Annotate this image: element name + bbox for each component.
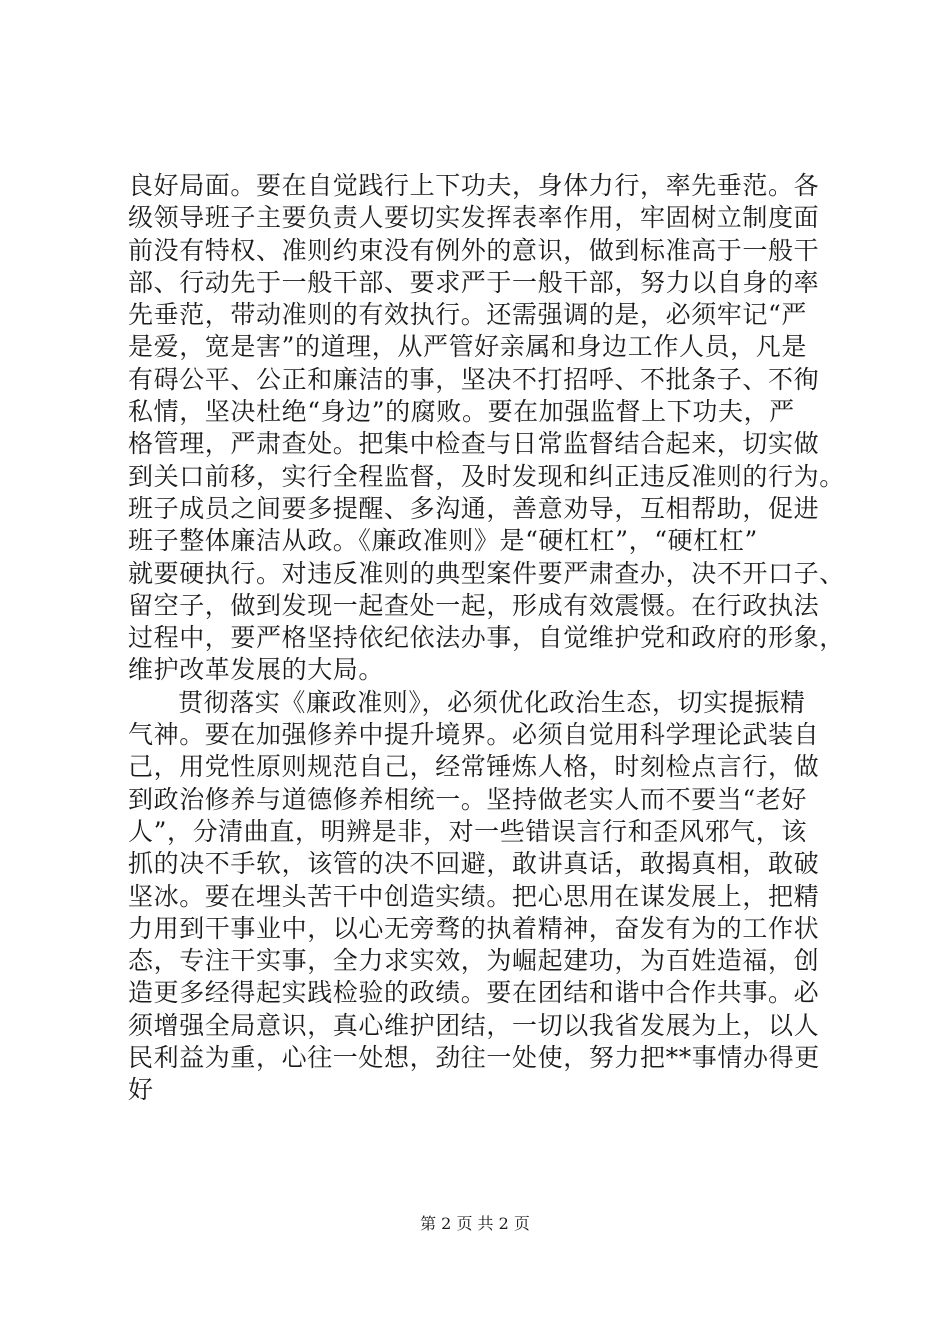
text-line: 就要硬执行。对违反准则的典型案件要严肃查办，决不开口子、 (128, 558, 845, 588)
text-line: 造更多经得起实践检验的政绩。要在团结和谐中合作共事。必 (128, 978, 820, 1008)
text-line: 坚冰。要在埋头苦干中创造实绩。把心思用在谋发展上，把精 (128, 881, 820, 911)
text-line: 良好局面。要在自觉践行上下功夫，身体力行，率先垂范。各 (128, 171, 820, 200)
text-line: 到政治修养与道德修养相统一。坚持做老实人而不要当“老好 (128, 784, 807, 814)
text-line: 民利益为重，心往一处想，劲往一处使，努力把**事情办得更 (128, 1043, 820, 1073)
text-line: 格管理，严肃查处。把集中检查与日常监督结合起来，切实做 (128, 429, 820, 459)
text-line: 态，专注干实事，全力求实效，为崛起建功，为百姓造福，创 (128, 946, 820, 976)
text-line: 力用到干事业中，以心无旁骛的执着精神，奋发有为的工作状 (128, 913, 820, 943)
page-number-footer: 第 2 页 共 2 页 (420, 1214, 530, 1233)
text-line: 私情，坚决杜绝“身边”的腐败。要在加强监督上下功夫，严 (128, 397, 795, 427)
text-line-first-indented: 贯彻落实《廉政准则》，必须优化政治生态，切实提振精 (178, 687, 806, 717)
text-line: 人”，分清曲直，明辨是非，对一些错误言行和歪风邪气，该 (128, 816, 807, 846)
text-line: 过程中，要严格坚持依纪依法办事，自觉维护党和政府的形象， (128, 623, 845, 653)
body-text (128, 170, 848, 1107)
text-line: 维护改革发展的大局。 (128, 655, 385, 685)
text-line: 是爱，宽是害”的道理，从严管好亲属和身边工作人员，凡是 (128, 332, 807, 362)
text-line: 先垂范，带动准则的有效执行。还需强调的是，必须牢记“严 (128, 300, 807, 330)
text-line: 须增强全局意识，真心维护团结，一切以我省发展为上，以人 (128, 1010, 820, 1040)
text-line: 前没有特权、准则约束没有例外的意识，做到标准高于一般干 (128, 235, 820, 265)
paragraph-2 (128, 687, 848, 1107)
paragraph-1 (128, 170, 848, 687)
text-line: 部、行动先于一般干部、要求严于一般干部，努力以自身的率 (128, 267, 820, 297)
text-line: 留空子，做到发现一起查处一起，形成有效震慑。在行政执法 (128, 590, 820, 620)
text-line: 己，用党性原则规范自己，经常锤炼人格，时刻检点言行，做 (128, 752, 820, 782)
text-line: 有碍公平、公正和廉洁的事，坚决不打招呼、不批条子、不徇 (128, 364, 820, 394)
text-line: 班子整体廉洁从政。《廉政准则》是“硬杠杠”，“硬杠杠” (128, 526, 758, 556)
text-line: 气神。要在加强修养中提升境界。必须自觉用科学理论武装自 (128, 720, 820, 750)
text-line: 抓的决不手软，该管的决不回避，敢讲真话，敢揭真相，敢破 (128, 849, 820, 879)
text-line: 到关口前移，实行全程监督，及时发现和纠正违反准则的行为。 (128, 461, 845, 491)
text-line: 好 (128, 1075, 154, 1105)
text-line: 级领导班子主要负责人要切实发挥表率作用，牢固树立制度面 (128, 203, 820, 233)
text-line: 班子成员之间要多提醒、多沟通，善意劝导，互相帮助，促进 (128, 493, 820, 523)
